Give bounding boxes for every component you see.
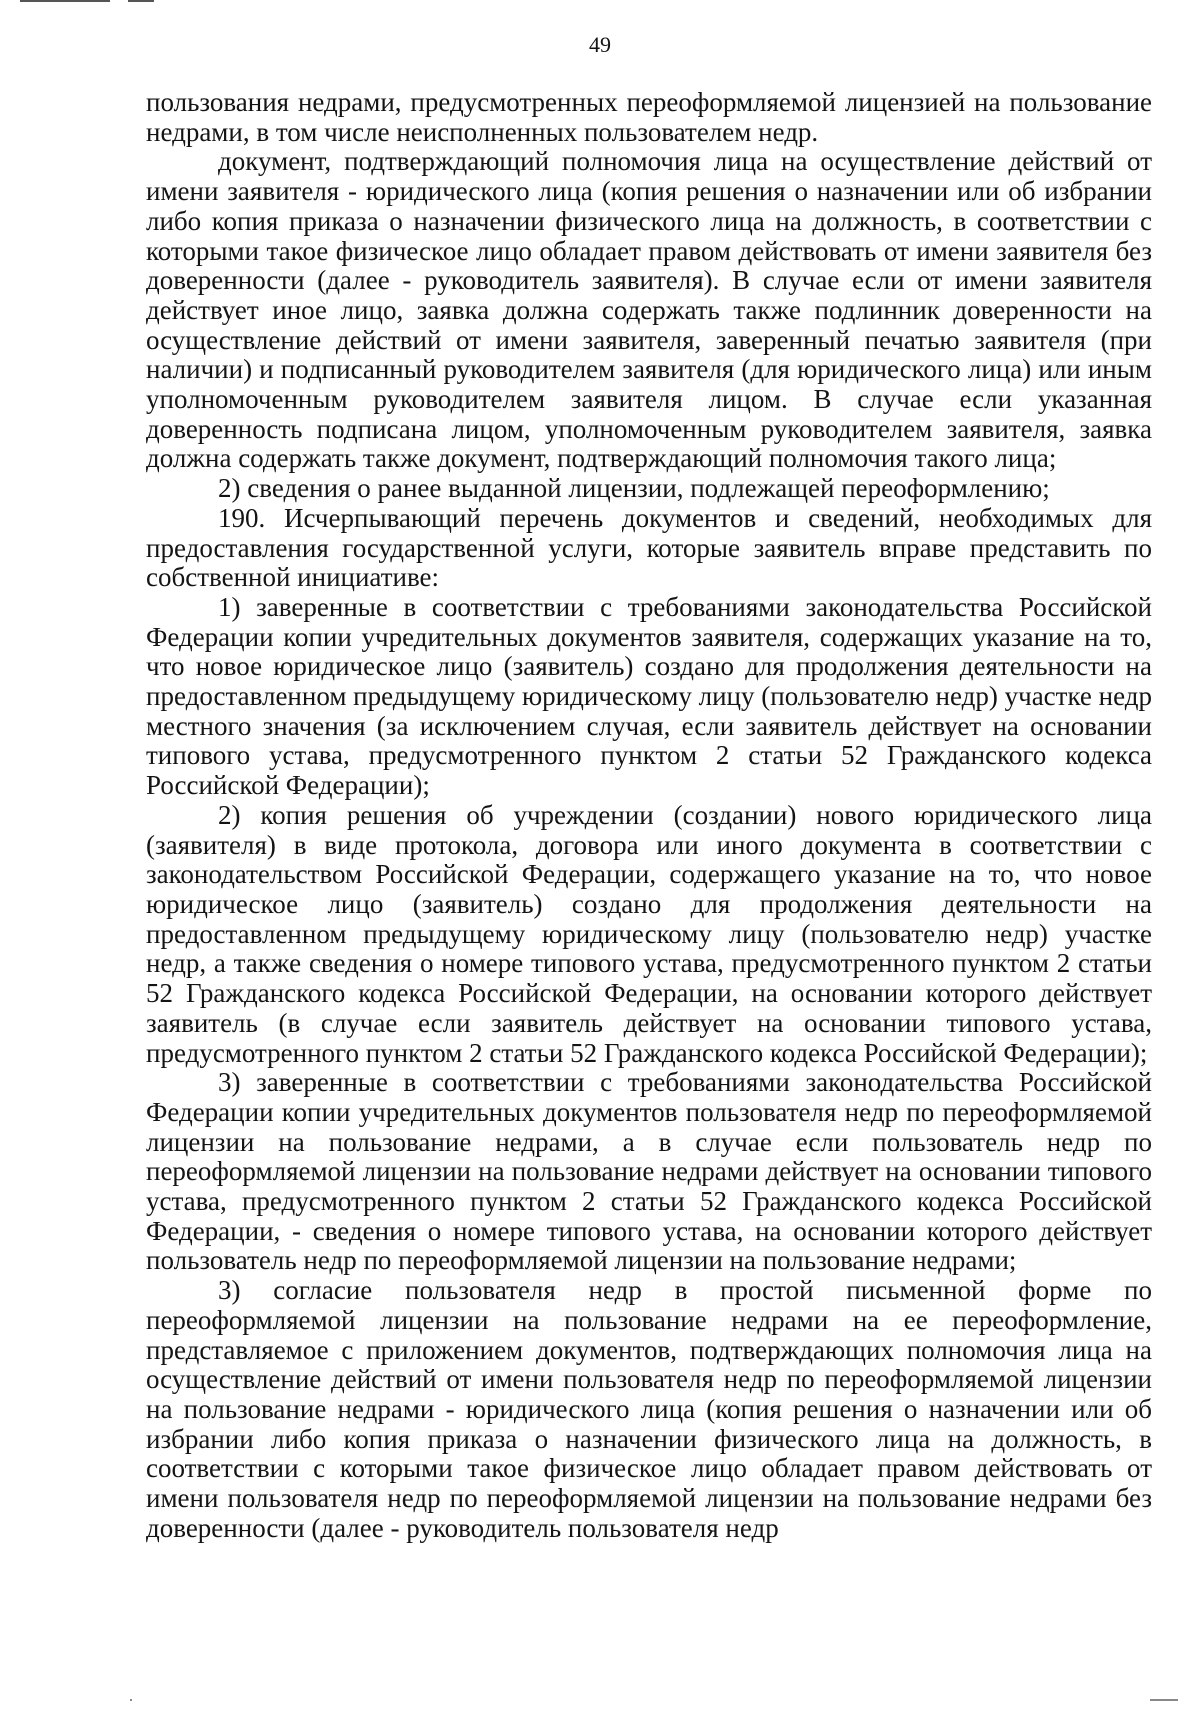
- scan-edge-mark: [20, 0, 110, 2]
- scan-dot: [130, 1699, 132, 1701]
- paragraph: 2) копия решения об учреждении (создании) нового юридического лица (заявителя) в виде протокола, договора или иного документа в соответствии с законодательством Российской Федерации, содержащего указание на то, что новое юридическое лицо (заявитель) создано для продолжения деятельности на предоставленном предыдущему юридическому лицу (пользователю недр) участке недр, а также сведения о номере типового устава, предусмотренного пунктом 2 статьи 52 Гражданского кодекса Российской Федерации, на основании которого действует заявитель (в случае если заявитель действует на основании типового устава, предусмотренного пунктом 2 статьи 52 Гражданского кодекса Российской Федерации);: [146, 799, 1152, 1068]
- scan-noise: [0, 1697, 1200, 1703]
- paragraph: пользования недрами, предусмотренных переоформляемой лицензией на пользование недрами, в том числе неисполненных пользователем недр.: [146, 87, 1152, 147]
- paragraph: 1) заверенные в соответствии с требованиями законодательства Российской Федерации копии учредительных документов заявителя, содержащих указание на то, что новое юридическое лицо (заявитель) создано для продолжения деятельности на предоставленном предыдущему юридическому лицу (пользователю недр) участке недр местного значения (за исключением случая, если заявитель действует на основании типового устава, предусмотренного пунктом 2 статьи 52 Гражданского кодекса Российской Федерации);: [146, 591, 1152, 801]
- scan-edge-mark: [128, 0, 154, 2]
- paragraph: 190. Исчерпывающий перечень документов и сведений, необходимых для предоставления государственной услуги, которые заявитель вправе представить по собственной инициативе:: [146, 502, 1152, 593]
- paragraph: 3) заверенные в соответствии с требованиями законодательства Российской Федерации копии учредительных документов пользователя недр по переоформляемой лицензии на пользование недрами, а в случае если пользователь недр по переоформляемой лицензии на пользование недрами действует на основании типового устава, предусмотренного пунктом 2 статьи 52 Гражданского кодекса Российской Федерации, - сведения о номере типового устава, на основании которого действует пользователь недр по переоформляемой лицензии на пользование недрами;: [146, 1067, 1152, 1276]
- document-body: [146, 88, 1152, 1543]
- paragraph: 3) согласие пользователя недр в простой письменной форме по переоформляемой лицензии на пользование недрами на ее переоформление, представляемое с приложением документов, подтверждающих полномочия лица на осуществление действий от имени пользователя недр по переоформляемой лицензии на пользование недрами - юридического лица (копия решения о назначении или об избрании либо копия приказа о назначении физического лица на должность, в соответствии с которыми такое физическое лицо обладает правом действовать от имени пользователя недр по переоформляемой лицензии на пользование недрами без доверенности (далее - руководитель пользователя недр: [146, 1275, 1152, 1543]
- page-number: 49: [589, 32, 611, 57]
- paragraph: 2) сведения о ранее выданной лицензии, подлежащей переоформлению;: [218, 473, 1050, 504]
- scan-edge-marks: [0, 0, 1200, 3]
- paragraph: документ, подтверждающий полномочия лица на осуществление действий от имени заявителя - юридического лица (копия решения о назначении или об избрании либо копия приказа о назначении физического лица на должность, в соответствии с которыми такое физическое лицо обладает правом действовать от имени заявителя без доверенности (далее - руководитель заявителя). В случае если от имени заявителя действует иное лицо, заявка должна содержать также подлинник доверенности на осуществление действий от имени заявителя, заверенный печатью заявителя (при наличии) и подписанный руководителем заявителя (для юридического лица) или иным уполномоченным руководителем заявителя лицом. В случае если указанная доверенность подписана лицом, уполномоченным руководителем заявителя, заявка должна содержать также документ, подтверждающий полномочия такого лица;: [146, 146, 1152, 474]
- scan-dot: [1150, 1699, 1178, 1701]
